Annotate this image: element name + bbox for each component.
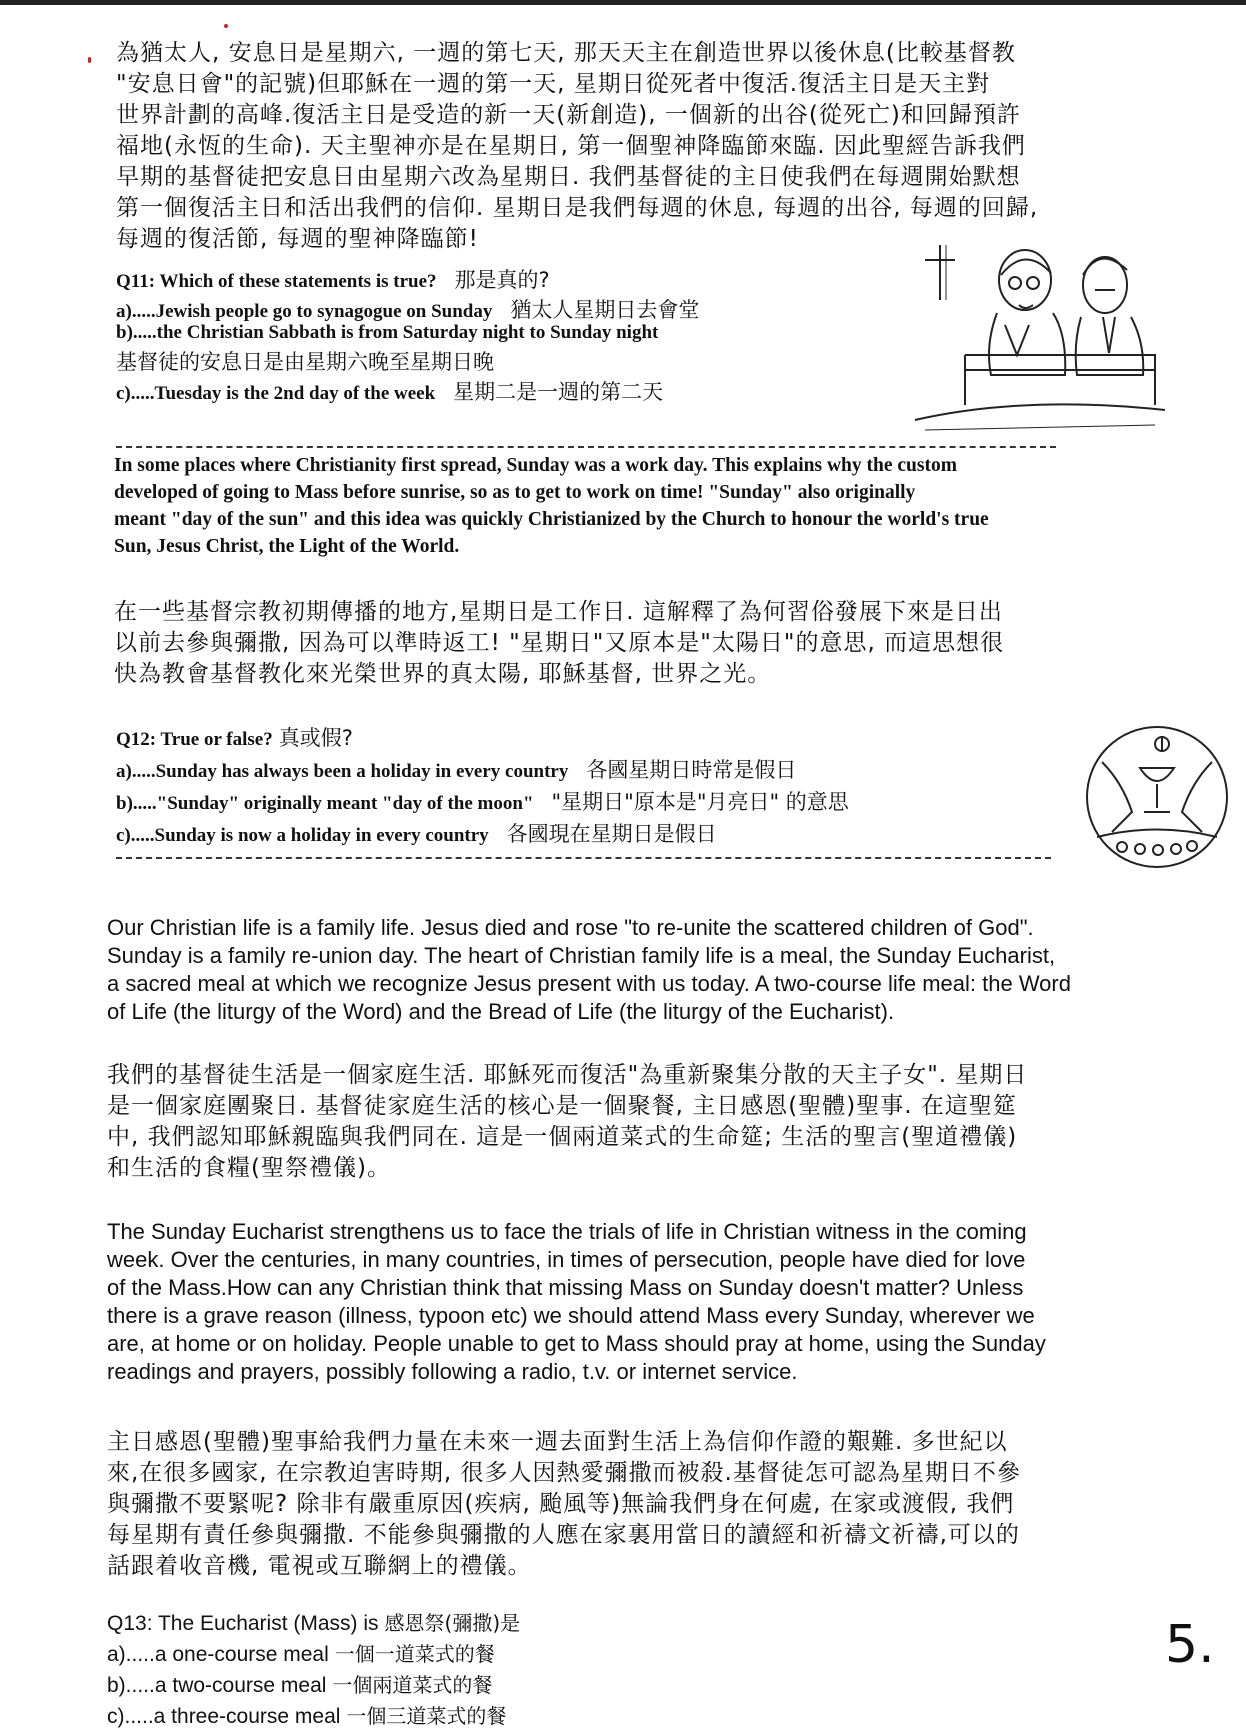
text-line: 話跟着收音機, 電視或互聯網上的禮儀。 [107,1553,532,1579]
text-line: 在一些基督宗教初期傳播的地方,星期日是工作日. 這解釋了為何習俗發展下來是日出 [114,599,1003,625]
option-c-text: c).....Tuesday is the 2nd day of the week [116,383,436,404]
q13-option-b [107,1670,520,1701]
option-c-zh: 星期二是一週的第二天 [453,380,664,404]
church-people-illustration [905,235,1170,435]
q11-question: Q11: Which of these statements is true? [116,271,437,292]
option-b-zh: "星期日"原本是"月亮日" 的意思 [551,790,849,814]
option-b-text: b)....."Sunday" originally meant "day of the moon" [116,793,534,814]
option-c-zh: 各國現在星期日是假日 [506,822,717,846]
text-line: 快為教會基督教化來光榮世界的真太陽, 耶穌基督, 世界之光。 [114,661,772,687]
text-line: The Sunday Eucharist strengthens us to face the trials of life in Christian witness in the coming [107,1219,1027,1244]
question-q11 [116,264,916,406]
option-a-zh: 一個一道菜式的餐 [334,1642,495,1666]
text-line: developed of going to Mass before sunrise, so as to get to work on time! "Sunday" also originally [114,482,916,503]
text-line: meant "day of the sun" and this idea was quickly Christianized by the Church to honour the world's true [114,509,989,530]
eucharist-paragraph-en [107,1218,1046,1386]
option-c-text: c).....Sunday is now a holiday in every country [116,825,489,846]
page-number: 5. [1165,1615,1215,1675]
q11-option-b-zh-line [116,346,916,376]
option-b-zh: 一個兩道菜式的餐 [332,1673,493,1697]
q12-question: Q12: True or false? [116,729,273,750]
option-b-zh: 基督徒的安息日是由星期六晚至星期日晚 [116,350,494,374]
text-line: of Life (the liturgy of the Word) and the Bread of Life (the liturgy of the Eucharist). [107,999,895,1024]
text-line: there is a grave reason (illness, typoon etc) we should attend Mass every Sunday, wherever we [107,1303,1035,1328]
scan-edge [0,0,1246,5]
text-line: week. Over the centuries, in many countries, in times of persecution, people have died for love [107,1247,1026,1272]
family-paragraph-zh [107,1060,1027,1184]
family-paragraph-en [107,914,1071,1026]
red-mark [88,57,91,63]
dashed-divider [116,857,1051,859]
q12-question-zh: 真或假? [278,726,353,750]
text-line: 中, 我們認知耶穌親臨與我們同在. 這是一個兩道菜式的生命筵; 生活的聖言(聖道禮儀) [107,1124,1018,1150]
option-a-zh: 各國星期日時常是假日 [586,758,797,782]
dashed-divider [116,446,1056,448]
intro-paragraph-zh [116,38,1038,255]
text-line: 我們的基督徒生活是一個家庭生活. 耶穌死而復活"為重新聚集分散的天主子女". 星期日 [107,1062,1028,1088]
sunday-paragraph-en [114,452,989,560]
text-line: readings and prayers, possibly following a radio, t.v. or internet service. [107,1359,798,1384]
option-c-zh: 一個三道菜式的餐 [346,1704,507,1728]
text-line: a sacred meal at which we recognize Jesus present with us today. A two-course life meal: the Word [107,971,1071,996]
q11-option-c [116,376,916,406]
option-a-zh: 猶太人星期日去會堂 [510,298,700,322]
q11-option-a [116,294,916,322]
text-line: 以前去參與彌撒, 因為可以準時返工! "星期日"又原本是"太陽日"的意思, 而這思想很 [114,630,1005,656]
text-line: Sunday is a family re-union day. The heart of Christian family life is a meal, the Sunday Eucharist, [107,943,1056,968]
text-line: In some places where Christianity first spread, Sunday was a work day. This explains why the custom [114,455,957,476]
text-line: 主日感恩(聖體)聖事給我們力量在未來一週去面對生活上為信仰作證的艱難. 多世紀以 [107,1429,1008,1455]
eucharist-paragraph-zh [107,1427,1021,1582]
option-a-text: a).....a one-course meal [107,1643,329,1666]
option-b-text: b).....the Christian Sabbath is from Saturday night to Sunday night [116,322,659,343]
q12-option-a [116,754,1016,786]
text-line: 世界計劃的高峰.復活主日是受造的新一天(新創造), 一個新的出谷(從死亡)和回歸預許 [116,102,1021,128]
option-a-text: a).....Jewish people go to synagogue on Sunday [116,301,493,322]
q13-question: Q13: The Eucharist (Mass) is [107,1612,379,1635]
text-line: 每週的復活節, 每週的聖神降臨節! [116,226,479,252]
q12-option-c [116,818,1016,850]
question-text [107,1608,520,1639]
sunday-paragraph-zh [114,597,1004,690]
text-line: are, at home or on holiday. People unable to get to Mass should pray at home, using the Sunday [107,1331,1046,1356]
q11-question-zh: 那是真的? [454,268,550,292]
option-b-text: b).....a two-course meal [107,1674,327,1697]
question-q13 [107,1608,520,1732]
q13-question-zh: 感恩祭(彌撒)是 [384,1611,521,1635]
text-line: 來,在很多國家, 在宗教迫害時期, 很多人因熱愛彌撒而被殺.基督徒怎可認為星期日不參 [107,1460,1021,1486]
q13-option-a [107,1639,520,1670]
option-a-text: a).....Sunday has always been a holiday in every country [116,761,569,782]
q11-option-b [116,322,916,346]
question-text [116,264,916,294]
text-line: Sun, Jesus Christ, the Light of the World. [114,536,460,557]
red-speck [224,24,228,28]
text-line: "安息日會"的記號)但耶穌在一週的第一天, 星期日從死者中復活.復活主日是天主對 [116,71,991,97]
text-line: 福地(永恆的生命). 天主聖神亦是在星期日, 第一個聖神降臨節來臨. 因此聖經告訴我們 [116,133,1026,159]
text-line: of the Mass.How can any Christian think that missing Mass on Sunday doesn't matter? Unless [107,1275,1024,1300]
eucharist-chalice-illustration [1082,722,1232,872]
text-line: 每星期有責任參與彌撒. 不能參與彌撒的人應在家裏用當日的讀經和祈禱文祈禱,可以的 [107,1522,1020,1548]
text-line: 為猶太人, 安息日是星期六, 一週的第七天, 那天天主在創造世界以後休息(比較基督教 [116,40,1016,66]
q12-option-b [116,786,1016,818]
question-q12 [116,722,1016,850]
option-c-text: c).....a three-course meal [107,1705,341,1728]
text-line: 與彌撒不要緊呢? 除非有嚴重原因(疾病, 颱風等)無論我們身在何處, 在家或渡假, 我們 [107,1491,1015,1517]
text-line: Our Christian life is a family life. Jesus died and rose "to re-unite the scattered children of God". [107,915,1034,940]
text-line: 早期的基督徒把安息日由星期六改為星期日. 我們基督徒的主日使我們在每週開始默想 [116,164,1021,190]
text-line: 和生活的食糧(聖祭禮儀)。 [107,1155,391,1181]
text-line: 第一個復活主日和活出我們的信仰. 星期日是我們每週的休息, 每週的出谷, 每週的回歸, [116,195,1039,221]
question-text [116,722,1016,754]
q13-option-c [107,1701,520,1732]
text-line: 是一個家庭團聚日. 基督徒家庭生活的核心是一個聚餐, 主日感恩(聖體)聖事. 在這聖筵 [107,1093,1017,1119]
